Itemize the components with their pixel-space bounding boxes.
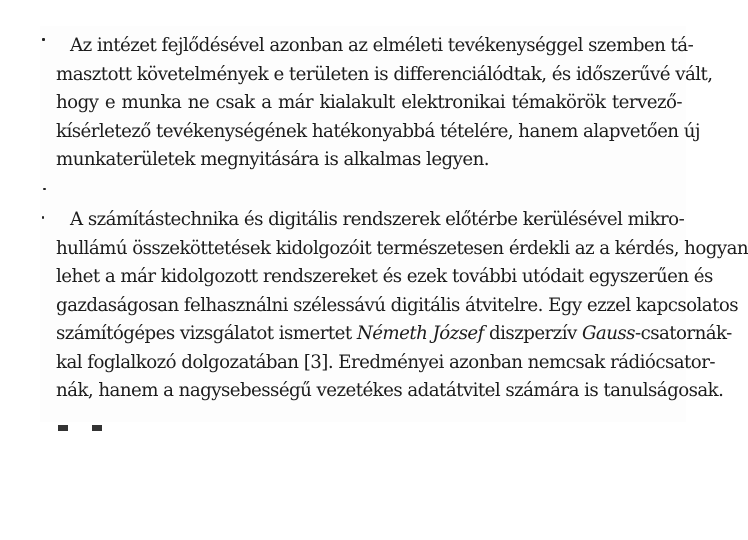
paragraph-1-line: masztott követelmények e területen is differenciálódtak, és időszerűvé vált, — [56, 63, 713, 85]
scan-speck — [42, 38, 45, 41]
gauss-name: Gauss — [581, 323, 635, 344]
paragraph-2-line — [56, 320, 732, 349]
paragraph-1-line: Az intézet fejlődésével azonban az elméleti tevékenységgel szemben tá- — [70, 35, 694, 56]
paragraph-2-line: gazdaságosan felhasználni szélessávú digitális átvitelre. Egy ezzel kapcsolatos — [56, 294, 739, 316]
scan-speck — [42, 216, 44, 219]
paragraph-2-line: nák, hanem a nagysebességű vezetékes adatátvitel számára is tanulságosak. — [56, 380, 724, 401]
scanned-text-image — [40, 26, 748, 422]
paragraph-1-line: munkaterületek megnyitására is alkalmas legyen. — [56, 149, 489, 170]
paragraph-2-line: kal foglalkozó dolgozatában [3]. Eredményei azonban nemcsak rádiócsator- — [56, 351, 715, 373]
line-text: diszperzív — [483, 323, 582, 344]
scan-speck — [43, 188, 46, 190]
paragraph-2-line: A számítástechnika és digitális rendszerek előtérbe kerülésével mikro- — [70, 209, 685, 230]
paragraph-1 — [56, 32, 713, 175]
author-name: Németh József — [356, 323, 484, 344]
cropped-next-line — [58, 418, 138, 422]
paragraph-1-line: kísérletező tevékenységének hatékonyabbá tételére, hanem alapvetően új — [56, 120, 700, 142]
paragraph-2-line: lehet a már kidolgozott rendszereket és ezek további utódait egyszerűen és — [56, 266, 713, 287]
line-text: -csatornák- — [634, 323, 732, 344]
paragraph-2-line: hullámú összeköttetések kidolgozóit természetesen érdekli az a kérdés, hogyan — [56, 237, 748, 259]
line-text: számítógépes vizsgálatot ismertet — [56, 323, 357, 344]
paragraph-1-line: hogy e munka ne csak a már kialakult elektronikai témakörök tervező- — [56, 92, 682, 113]
paragraph-2 — [56, 206, 748, 406]
